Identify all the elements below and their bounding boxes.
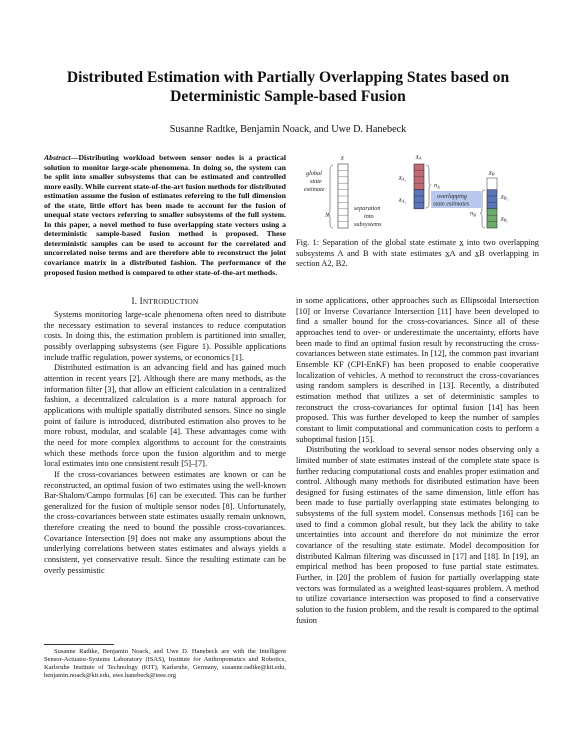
label-global: global xyxy=(306,170,322,177)
symbol-xB: $x̲_B$ xyxy=(489,169,495,177)
paragraph: If the cross-covariances between estimates are known or can be reconstructed, an optimal fusion of two estimates using the well-known Bar-Shalom/Campo formulas [6] can be executed. This can be further generalized for the fusion of multiple sensor nodes [8]. Unfortunately, the cross-covariances between state estimates usually remain unknown, therefore creating the need to bound the possible cross-covariances. Covariance Intersection [9] does not make any assumptions about the underlying correlations between states estimates and always yields a consistent, yet conservative result. Since the resulting estimate can be overly pessimistic xyxy=(44,469,286,575)
symbol-xA: $x̲_A$ xyxy=(416,153,422,161)
paragraph: Systems monitoring large-scale phenomena often need to distribute the necessary estimation to several instances to reduce computation costs. In doing this, the estimation problem is partitioned into smaller, possibly overlapping subsystems (see Figure 1). Possible applications include traffic regulation, power systems, or economics [1]. xyxy=(44,310,286,362)
subsystem-B1-block xyxy=(487,190,497,209)
subsystem-A-column xyxy=(414,164,424,209)
abstract xyxy=(44,153,286,277)
paper-authors: Susanne Radtke, Benjamin Noack, and Uwe D. Hanebeck xyxy=(169,124,407,135)
paragraph: Distributed estimation is an advancing field and has gained much attention in recent years [2]. Although there are many methods, as the information filter [3], that allow an efficient calculation in a centralized fashion, a decentralized calculation is a more natural approach for applications with multiple spatially distributed sensors. Since no single point of failure is introduced, distributed estimation also proves to be more robust, modular, and scalable [4]. These advantages come with the need for more complex algorithms to account for the constraints which these methods force upon the fusion algorithm and to merge local estimates into one consistent result [5]–[7]. xyxy=(44,363,286,469)
paragraph: Distributing the workload to several sensor nodes observing only a limited number of state estimates instead of the complete state space is further reducing computational costs and enables proper estimation and control. Although many methods for distributed estimation have been designed for fusing estimates of the same dimension, little effort has been made to fuse partially overlapping state estimates belonging to subsystems of the full system model. Consensus methods [16] can be used to find a common global result, but they lack the ability to take uncertainties into account and therefore do not minimize the error covariance of the resulting state estimate. Model decomposition for distributed Kalman filtering was discussed in [17] and [18]. In [19], an empirical method has been proposed to fuse partial state estimates. Further, in [20] the problem of fusion for partially overlapping state vectors was formulated as a weighted least-squares problem. A method to utilize covariance intersection was proposed to find a conservative solution to the fusion problem, and the result is compared to the optimal fusion xyxy=(296,445,539,625)
label-state: state xyxy=(310,178,322,185)
abstract-text: —Distributing workload between sensor nodes is a practical solution to monitor large-scale phenomena. In doing so, the system can be split into smaller subsystems that can be estimated and controlled more easily. While current state-of-the-art fusion methods for distributed estimation assume the fusion of estimates referring to the full dimension of the state, little effort has been made to account for the fusion of unequal state vectors referring to smaller subsystems of the full system. In this paper, a novel method to fuse overlapping state vectors using a deterministic sample-based fusion method is proposed. These deterministic samples can be used to account for the correlated and uncorrelated noise terms and are therefore able to reconstruct the joint covariance matrix in a distributed fashion. The performance of the proposed fusion method is compared to other state-of-the-art methods. xyxy=(44,153,286,277)
subsystem-B-header-cell xyxy=(487,178,497,190)
label-state-estimates: state estimates xyxy=(433,200,470,208)
left-column-body xyxy=(44,310,286,576)
symbol-x-global: x̲ xyxy=(341,154,344,161)
label-into: into xyxy=(364,213,374,220)
paragraph: in some applications, other approaches such as Ellipsoidal Intersection [10] or Inverse Covariance Intersection [11] have been developed to find a smaller bound for the cross-covariances. Since all of these approaches tend to over- or underestimate the uncertainty, efforts have been made to find an optimal fusion result by reconstructing the cross-covariances between state estimates. In [12], the common past invariant Ensemble KF (CPI-EnKF) has been proposed to enable cooperative localization of vehicles. A method to reconstruct the cross-covariances using random samplers is described in [13]. Recently, a distributed estimation method that utilizes a set of deterministic samples to reconstruct the cross-covariances for optimal fusion [14] has been proposed. This was further developed to keep the number of samples constant to limit computational and communication costs to perform a suboptimal fusion [15]. xyxy=(296,296,539,444)
figure-1-diagram xyxy=(296,148,539,232)
figure-1-caption: Fig. 1: Separation of the global state estimate x̲ into two overlapping subsystems A and B with state estimates x̲A and x̲B overlapping in section A2, B2. xyxy=(296,238,539,269)
section-title-rest: NTRODUCTION xyxy=(142,297,199,306)
subsystem-A2-block xyxy=(414,190,424,209)
global-state-column xyxy=(338,164,348,228)
figure-1 xyxy=(296,148,539,232)
symbol-N: N xyxy=(325,212,330,219)
symbol-xA1: $x̲_{A_1}$ xyxy=(399,174,406,182)
symbol-xA2: $x̲_{A_2}$ xyxy=(399,196,406,204)
paper-title: Distributed Estimation with Partially Overlapping States based on Deterministic Sample-based Fusion xyxy=(66,69,510,105)
label-overlapping: overlapping xyxy=(437,193,467,200)
symbol-nA: $n_A$ xyxy=(434,182,440,190)
label-separation: separation xyxy=(354,205,381,212)
label-subsystems: subsystems xyxy=(354,221,382,228)
section-title-initial: I xyxy=(139,296,143,306)
section-heading-introduction xyxy=(44,296,286,306)
abstract-label: Abstract xyxy=(44,153,71,162)
symbol-xB1: $x̲_{B_1}$ xyxy=(501,193,508,201)
label-estimate: estimate xyxy=(304,186,325,193)
section-numeral: I. xyxy=(131,296,138,306)
nA-bracket xyxy=(426,165,431,208)
symbol-nB: $n_B$ xyxy=(470,210,476,218)
author-footnote: Susanne Radtke, Benjamin Noack, and Uwe D. Hanebeck are with the Intelligent Sensor-Actuator-Systems Laboratory (ISAS), Institute for Anthropomatics and Robotics, Karlsruhe Institute of Technology (KIT), Karlsruhe, Germany, susanne.radtke@kit.edu, benjamin.noack@kit.edu, uwe.hanebeck@ieee.org xyxy=(44,648,286,680)
right-column-body xyxy=(296,296,539,626)
footnote-rule xyxy=(44,644,114,645)
symbol-xB2: $x̲_{B_2}$ xyxy=(501,215,508,223)
subsystem-B-column xyxy=(487,190,497,228)
subsystem-B2-block xyxy=(487,209,497,228)
